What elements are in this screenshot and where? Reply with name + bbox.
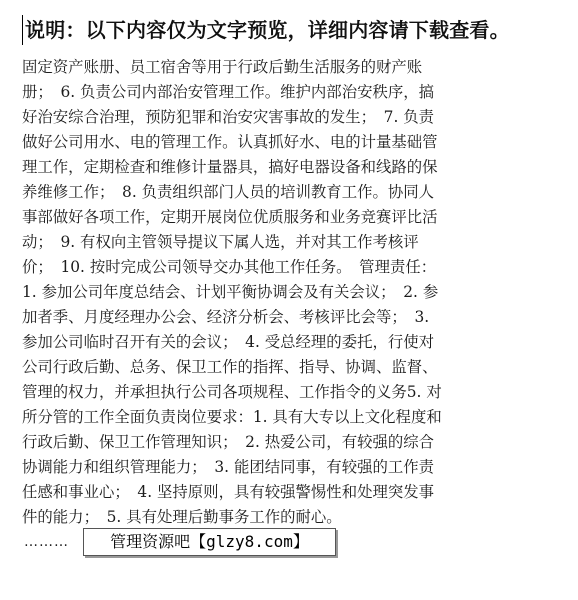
document-line: 动； 9. 有权向主管领导提议下属人选，并对其工作考核评 [22, 233, 419, 251]
document-line: 1. 参加公司年度总结会、计划平衡协调会及有关会议； 2. 参 [22, 283, 439, 301]
document-line: 公司行政后勤、总务、保卫工作的指挥、指导、协调、监督、 [22, 358, 438, 376]
preview-notice: 说明：以下内容仅为文字预览，详细内容请下载查看。 [25, 18, 510, 42]
document-line: 参加公司临时召开有关的会议； 4. 受总经理的委托，行使对 [22, 333, 435, 351]
text-cursor [22, 15, 23, 45]
document-line: 协调能力和组织管理能力； 3. 能团结同事，有较强的工作责 [22, 458, 435, 476]
document-line: 件的能力； 5. 具有处理后勤事务工作的耐心。 [22, 508, 342, 526]
site-link-button[interactable]: 管理资源吧【glzy8.com】 [83, 528, 336, 556]
document-line: 养维修工作； 8. 负责组织部门人员的培训教育工作。协同人 [22, 183, 435, 201]
document-line: 做好公司用水、电的管理工作。认真抓好水、电的计量基础管 [22, 133, 438, 151]
document-line: 加者季、月度经理办公会、经济分析会、考核评比会等； 3. [22, 308, 430, 326]
document-line: 管理的权力，并承担执行公司各项规程、工作指令的义务5. 对 [22, 383, 442, 401]
document-line: 册； 6. 负责公司内部治安管理工作。维护内部治安秩序，搞 [22, 83, 435, 101]
document-line: 任感和事业心； 4. 坚持原则，具有较强警惕性和处理突发事 [22, 483, 435, 501]
document-line: 理工作，定期检查和维修计量器具，搞好电器设备和线路的保 [22, 158, 438, 176]
ellipsis-dots: ……… [24, 534, 69, 550]
document-body [22, 55, 554, 530]
document-line: 价； 10. 按时完成公司领导交办其他工作任务。 管理责任： [22, 258, 437, 276]
document-line: 所分管的工作全面负责岗位要求：1. 具有大专以上文化程度和 [22, 408, 442, 426]
document-line: 事部做好各项工作，定期开展岗位优质服务和业务竞赛评比活 [22, 208, 438, 226]
document-line: 好治安综合治理，预防犯罪和治安灾害事故的发生； 7. 负责 [22, 108, 435, 126]
document-line: 行政后勤、保卫工作管理知识； 2. 热爱公司，有较强的综合 [22, 433, 435, 451]
preview-notice-bar [22, 13, 572, 47]
document-line: 固定资产账册、员工宿舍等用于行政后勤生活服务的财产账 [22, 58, 423, 76]
